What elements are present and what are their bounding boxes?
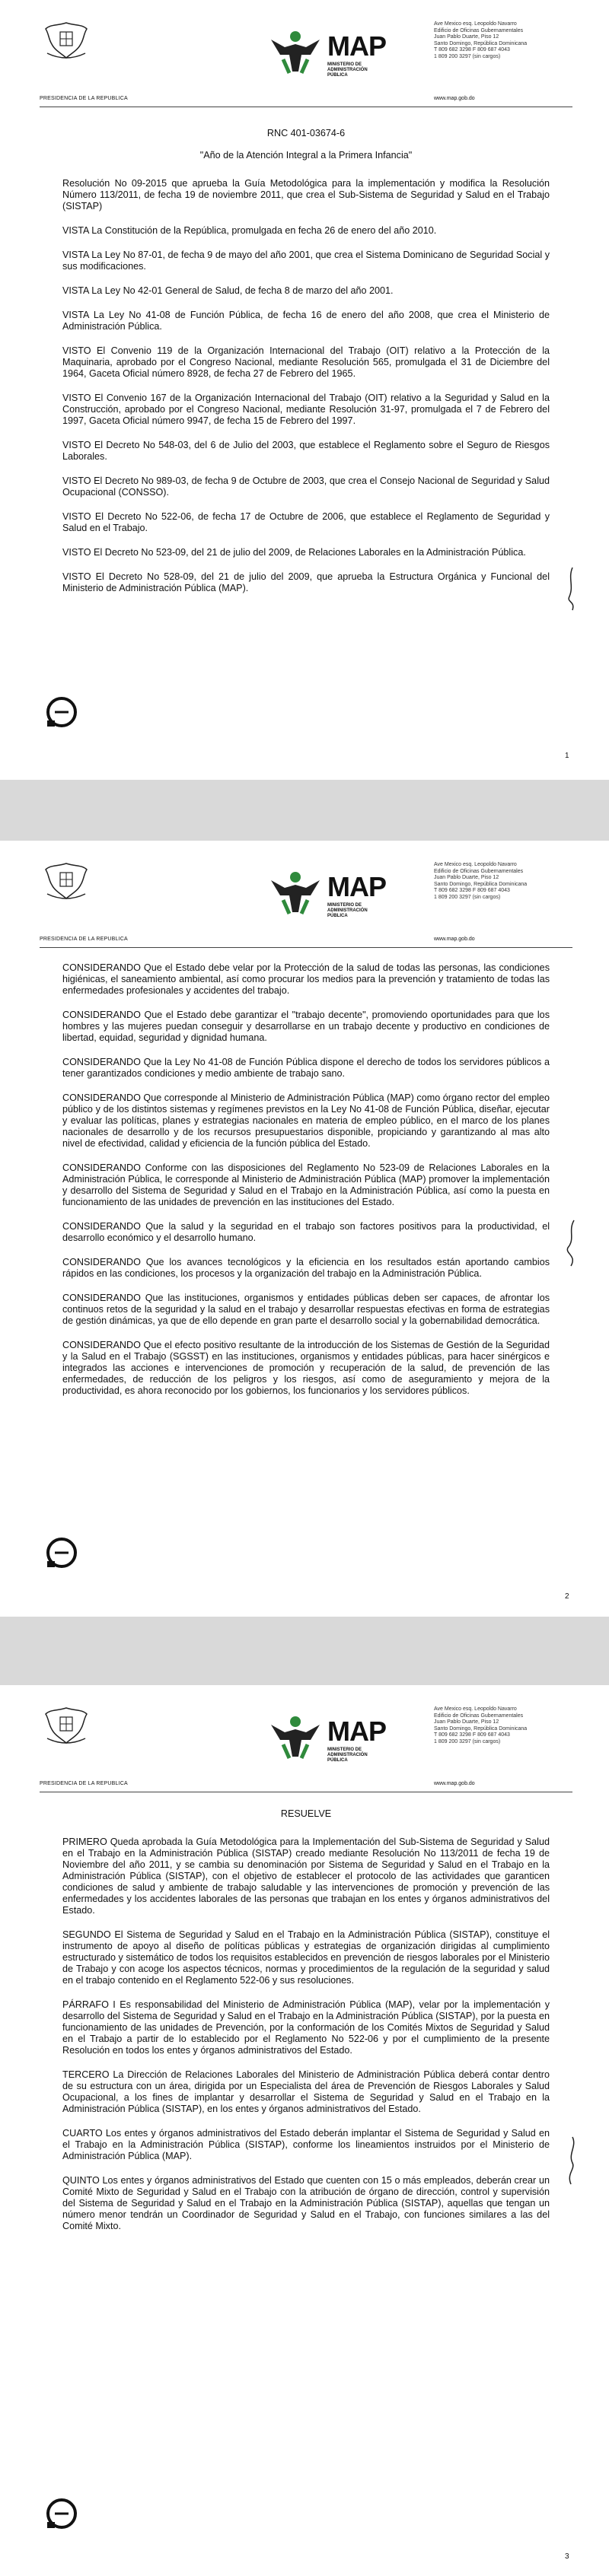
visto-paragraph: VISTO El Convenio 119 de la Organización Internacional del Trabajo (OIT) relativo a la Protección de la Maquinaria, aprobado por el Congreso Nacional, mediante Resolución 565, promulgada el 31 de Diciembre del 1964, Gaceta Oficial número 8928, de fecha 27 de Febrero del 1965. xyxy=(62,345,550,379)
map-subtitle: MINISTERIO DE ADMINISTRACIÓN PÚBLICA xyxy=(327,903,368,918)
website-link[interactable]: www.map.gob.do xyxy=(434,937,475,942)
map-wordmark: MAP xyxy=(327,871,386,902)
vista-paragraph: VISTA La Constitución de la República, promulgada en fecha 26 de enero del año 2010. xyxy=(62,225,437,236)
vista-paragraph: VISTA La Ley No 41-08 de Función Pública, de fecha 16 de enero del año 2008, que crea el Ministerio de Administración Pública. xyxy=(62,310,550,332)
page-header xyxy=(40,1705,572,1789)
address-block: Ave Mexico esq. Leopoldo Navarro Edificio de Oficinas Gubernamentales Juan Pablo Duarte, Piso 12 Santo Domingo, República Dominicana T 809 682 3298 F 809 687 4043 1 809 200 3297 (sin cargos) xyxy=(434,862,528,900)
page-header xyxy=(40,20,572,103)
certification-seal-icon xyxy=(46,696,78,728)
considerando-paragraph: CONSIDERANDO Conforme con las disposiciones del Reglamento No 523-09 de Relaciones Laborales en la Administración Pública, le corresponde al Ministerio de Administración Pública (MAP) promover la implementación y desarrollo del Sistema de Seguridad y Salud en el Trabajo en la Administración Pública, así como la puesta en funcionamiento de las unidades de prevención en las instituciones del Estado. xyxy=(62,1162,550,1207)
address-block: Ave Mexico esq. Leopoldo Navarro Edificio de Oficinas Gubernamentales Juan Pablo Duarte, Piso 12 Santo Domingo, República Dominicana T 809 682 3298 F 809 687 4043 1 809 200 3297 (sin cargos) xyxy=(434,1706,528,1744)
considerando-paragraph: CONSIDERANDO Que el Estado debe velar por la Protección de la salud de todas las personas, las condiciones higiénicas, el saneamiento ambiental, así como procurar los medios para la prevención y tratamiento de todas las enfermedades profesionales y accidentes del trabajo. xyxy=(62,962,550,996)
article-paragraph: PRIMERO Queda aprobada la Guía Metodológica para la Implementación del Sub-Sistema de Seguridad y Salud en el Trabajo en la Administración Pública (SISTAP) creado mediante Resolución No 113/2011 de fecha 19 de Noviembre del año 2011, y se cambia su denominación por Sistema de Seguridad y Salud en el Trabajo en la Administración Pública (SISTAP), con el objetivo de establecer el protocolo de las actividades que garanticen condiciones de salud y ambiente de trabajo saludable y las intervenciones de promoción y prevención de las enfermedades y los accidentes laborales de las personas que trabajan en los entes y órganos administrativos del Estado. xyxy=(62,1837,550,1916)
page-header xyxy=(40,860,572,944)
document-page-2 xyxy=(0,841,609,1617)
coat-of-arms-icon xyxy=(40,1705,93,1749)
document-page-3 xyxy=(0,1685,609,2576)
initials-mark-icon xyxy=(557,1217,583,1271)
page-2-body xyxy=(62,962,550,1410)
coat-of-arms-icon xyxy=(40,860,93,905)
map-wordmark: MAP xyxy=(327,30,386,62)
article-paragraph: CUARTO Los entes y órganos administrativos del Estado deberán implantar el Sistema de Seguridad y Salud en el Trabajo en la Administración Pública (SISTAP), conforme los lineamientos instruidos por el Ministerio de Administración Pública (MAP). xyxy=(62,2128,550,2161)
article-paragraph: PÁRRAFO I Es responsabilidad del Ministerio de Administración Pública (MAP), velar por la implementación y desarrollo del Sistema de Seguridad y Salud en el Trabajo en la Administración Pública (SISTAP), por la puesta en funcionamiento de las unidades de Prevención, por la conformación de los Comités Mixtos de Seguridad y Salud en el Trabajo a partir de lo establecido por el Reglamento No 522-06 y por el cumplimiento de la presente Resolución en todos los entes y órganos administrativos del Estado. xyxy=(62,1999,550,2056)
visto-paragraph: VISTO El Decreto No 548-03, del 6 de Julio del 2003, que establece el Reglamento sobre el Seguro de Riesgos Laborales. xyxy=(62,440,550,462)
considerando-paragraph: CONSIDERANDO Que el efecto positivo resultante de la introducción de los Sistemas de Gestión de la Seguridad y la Salud en el Trabajo (SGSST) en las instituciones, organismos y entidades públicas, para hacer sinérgicos e integrados las acciones e intervenciones de promoción y recuperación de la salud, de prevención de las enfermedades, de reducción de los peligros y los riesgos, así como de aseguramiento y mejora de la productividad, es ahora reconocido por los gobiernos, los funcionarios y los servidores públicos. xyxy=(62,1340,550,1396)
address-block: Ave Mexico esq. Leopoldo Navarro Edificio de Oficinas Gubernamentales Juan Pablo Duarte, Piso 12 Santo Domingo, República Dominicana T 809 682 3298 F 809 687 4043 1 809 200 3297 (sin cargos) xyxy=(434,21,528,59)
map-logo xyxy=(268,29,420,82)
considerando-paragraph: CONSIDERANDO Que los avances tecnológicos y la eficiencia en los resultados están aportando cambios rápidos en las condiciones, los procesos y la organización del trabajo en la Administración Pública. xyxy=(62,1257,550,1279)
website-link[interactable]: www.map.gob.do xyxy=(434,1781,475,1786)
visto-paragraph: VISTO El Decreto No 528-09, del 21 de julio del 2009, que aprueba la Estructura Orgánica y Funcional del Ministerio de Administración Pública (MAP). xyxy=(62,571,550,593)
page-1-body xyxy=(62,128,550,607)
map-wordmark: MAP xyxy=(327,1716,386,1747)
visto-paragraph: VISTO El Decreto No 523-09, del 21 de julio del 2009, de Relaciones Laborales en la Administración Pública. xyxy=(62,547,526,558)
presidencia-label: PRESIDENCIA DE LA REPUBLICA xyxy=(40,937,128,942)
vista-paragraph: VISTA La Ley No 87-01, de fecha 9 de mayo del año 2001, que crea el Sistema Dominicano de Seguridad Social y sus modificaciones. xyxy=(62,250,550,272)
page-3-body xyxy=(62,1808,550,2245)
visto-paragraph: VISTO El Decreto No 989-03, de fecha 9 de Octubre de 2003, que crea el Consejo Nacional de Seguridad y Salud Ocupacional (CONSSO). xyxy=(62,475,550,498)
resolution-title: Resolución No 09-2015 que aprueba la Guía Metodológica para la implementación y modifica la Resolución Número 113/2011, de fecha 19 de noviembre 2011, que crea el Sub-Sistema de Seguridad y Salud en el Trabajo (SISTAP) xyxy=(62,178,550,211)
visto-paragraph: VISTO El Decreto No 522-06, de fecha 17 de Octubre de 2006, que establece el Reglamento de Seguridad y Salud en el Trabajo. xyxy=(62,511,550,533)
certification-seal-icon xyxy=(46,1537,78,1569)
visto-paragraph: VISTO El Convenio 167 de la Organización Internacional del Trabajo (OIT) relativo a la Seguridad y Salud en la Construcción, aprobado por el Congreso Nacional, mediante Resolución 31-97, promulgada el 7 de Febrero del 1997, Gaceta Oficial número 9947, de fecha 15 de Febrero del 1997. xyxy=(62,393,550,426)
website-link[interactable]: www.map.gob.do xyxy=(434,96,475,101)
article-paragraph: QUINTO Los entes y órganos administrativos del Estado que cuenten con 15 o más empleados, deberán crear un Comité Mixto de Seguridad y Salud en el Trabajo con la atribución de órgano de dirección, control y supervisión del Sistema de Seguridad y Salud en el Trabajo en la Administración Pública (SISTAP), aquellas que tengan un número menor tendrán un Coordinador de Seguridad y Salud en el Trabajo, con funciones similares a las del Comité Mixto. xyxy=(62,2175,550,2231)
map-logo xyxy=(268,870,420,923)
article-paragraph: SEGUNDO El Sistema de Seguridad y Salud en el Trabajo en la Administración Pública (SISTAP), constituye el instrumento de apoyo al diseño de políticas públicas y estrategias de organización dirigidas al cumplimiento estructurado y sistemático de todos los requisitos establecidos en prevención de riesgos laborales por el Ministerio de Trabajo y con acoge los aspectos técnicos, normas y procedimientos de la regulación de la seguridad y salud en el trabajo contenido en el Reglamento 522-06 y sus resoluciones. xyxy=(62,1929,550,1986)
certification-seal-icon xyxy=(46,2498,78,2530)
page-number: 2 xyxy=(565,1592,569,1601)
coat-of-arms-icon xyxy=(40,20,93,64)
map-figure-icon xyxy=(268,1714,323,1760)
map-figure-icon xyxy=(268,29,323,75)
considerando-paragraph: CONSIDERANDO Que las instituciones, organismos y entidades públicas deben ser capaces, de afrontar los continuos retos de la seguridad y la salud en el trabajo y desarrollar respuestas efectivas en forma de estrategias de gestión dinámicas, ya que de ello depende en gran parte el desarrollo social y la gobernabilidad democrática. xyxy=(62,1293,550,1326)
rnc-line: RNC 401-03674-6 xyxy=(266,128,346,138)
considerando-paragraph: CONSIDERANDO Que el Estado debe garantizar el "trabajo decente", promoviendo oportunidades para que los hombres y las mujeres puedan conseguir y desarrollarse en un trabajo decente y productivo en condiciones de libertad, equidad, seguridad y dignidad humana. xyxy=(62,1010,550,1043)
map-figure-icon xyxy=(268,870,323,915)
article-paragraph: TERCERO La Dirección de Relaciones Laborales del Ministerio de Administración Pública deberá contar dentro de su estructura con un área, dirigida por un Especialista del área de Prevención de Riesgos Laborales y Salud Ocupacional, a los fines de implantar y desarrollar el Sistema de Seguridad y Salud en el Trabajo en la Administración Pública (SISTAP), en los entes y órganos administrativos del Estado. xyxy=(62,2069,550,2114)
initials-mark-icon xyxy=(557,2134,583,2187)
map-subtitle: MINISTERIO DE ADMINISTRACIÓN PÚBLICA xyxy=(327,62,368,78)
considerando-paragraph: CONSIDERANDO Que la salud y la seguridad en el trabajo son factores positivos para la productividad, el desarrollo económico y el desarrollo humano. xyxy=(62,1221,550,1243)
considerando-paragraph: CONSIDERANDO Que la Ley No 41-08 de Función Pública dispone el derecho de todos los servidores públicos a tener garantizados condiciones y medio ambiente de trabajo sano. xyxy=(62,1057,550,1079)
vista-paragraph: VISTA La Ley No 42-01 General de Salud, de fecha 8 de marzo del año 2001. xyxy=(62,285,394,296)
resuelve-heading: RESUELVE xyxy=(280,1808,332,1819)
presidencia-label: PRESIDENCIA DE LA REPUBLICA xyxy=(40,96,128,101)
header-divider xyxy=(40,947,572,948)
map-logo xyxy=(268,1714,420,1767)
year-motto: "Año de la Atención Integral a la Primera Infancia" xyxy=(199,150,413,161)
presidencia-label: PRESIDENCIA DE LA REPUBLICA xyxy=(40,1781,128,1786)
initials-mark-icon xyxy=(557,563,583,616)
page-number: 1 xyxy=(565,752,569,760)
page-number: 3 xyxy=(565,2552,569,2561)
map-subtitle: MINISTERIO DE ADMINISTRACIÓN PÚBLICA xyxy=(327,1748,368,1763)
considerando-paragraph: CONSIDERANDO Que corresponde al Ministerio de Administración Pública (MAP) como órgano rector del empleo público y de los distintos sistemas y regímenes previstos en la Ley No 41-08 de Función Pública, diseñar, ejecutar y evaluar las políticas, planes y estrategias nacionales en materia de empleo público, en el marco de los planes nacionales de desarrollo y de los recursos presupuestarios disponible, propiciando y garantizando al mas alto nivel de efectividad, calidad y eficiencia de la función pública del Estado. xyxy=(62,1092,550,1149)
document-page-1 xyxy=(0,0,609,780)
